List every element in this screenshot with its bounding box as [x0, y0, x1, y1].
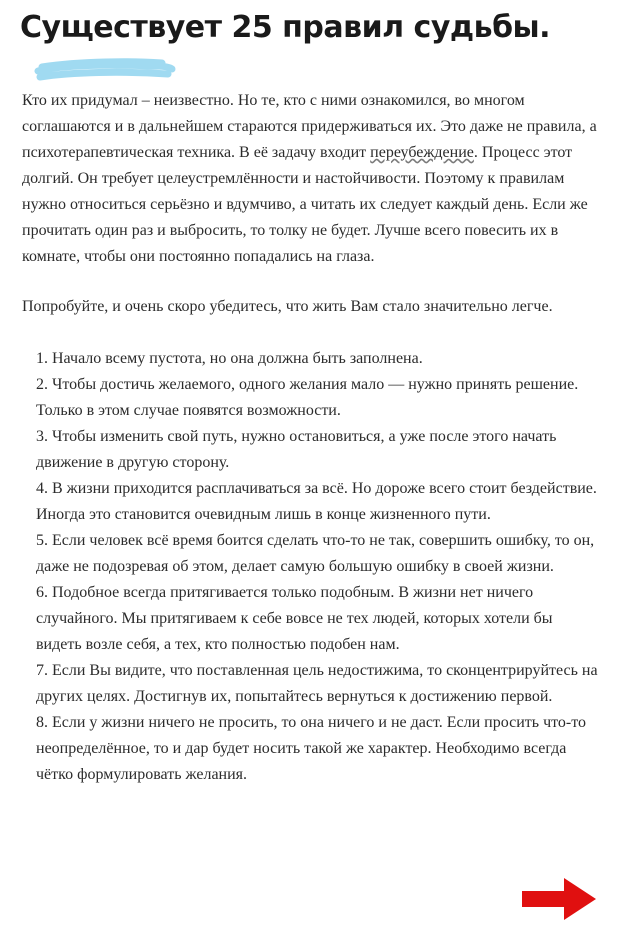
arrow-right-icon[interactable]: [520, 875, 598, 923]
rule-item: 3. Чтобы изменить свой путь, нужно остановиться, а уже после этого начать движение в другую сторону.: [36, 428, 557, 471]
intro-text-end: . Процесс этот долгий. Он требует целеустремлённости и настойчивости. Поэтому к правилам нужно относиться серьёзно и вдумчиво, а читать их следует каждый день. Если же прочитать один раз и выбросить, то толку не будет. Лучше всего повесить их в комнате, чтобы они постоянно попадались на глаза.: [22, 144, 588, 265]
rule-item: 2. Чтобы достичь желаемого, одного желания мало — нужно принять решение. Только в этом случае появятся возможности.: [36, 376, 579, 419]
page-title: Существует 25 правил судьбы.: [20, 10, 551, 45]
rule-item: 7. Если Вы видите, что поставленная цель недостижима, то сконцентрируйтесь на других целях. Достигнув их, попытайтесь вернуться к достижению первой.: [36, 662, 598, 705]
intro-paragraph: [22, 88, 602, 270]
call-to-action: Попробуйте, и очень скоро убедитесь, что жить Вам стало значительно легче.: [22, 298, 553, 315]
rule-item: 5. Если человек всё время боится сделать что-то не так, совершить ошибку, то он, даже не подозревая об этом, делает самую большую ошибку в своей жизни.: [36, 532, 595, 575]
rule-item: 8. Если у жизни ничего не просить, то она ничего и не даст. Если просить что-то неопределённое, то и дар будет носить такой же характер. Необходимо всегда чётко формулировать желания.: [36, 714, 587, 783]
article-body: [22, 88, 602, 788]
intro-text-start: Кто их придумал – неизвестно. Но те, кто с ними ознакомился, во многом соглашаются и в дальнейшем стараются придерживаться их. Это даже не правила, а психотерапевтическая техника. В её задачу входит: [22, 92, 597, 161]
rule-item: 4. В жизни приходится расплачиваться за всё. Но дороже всего стоит бездействие. Иногда это становится очевидным лишь в конце жизненного пути.: [36, 480, 597, 523]
rules-list: [22, 346, 602, 788]
rule-item: 6. Подобное всегда притягивается только подобным. В жизни нет ничего случайного. Мы притягиваем к себе вовсе не тех людей, которых хотели бы видеть возле себя, а тех, кто полностью подобен нам.: [36, 584, 553, 653]
underlined-word: переубеждение: [370, 144, 474, 161]
scribble-mark: [32, 55, 177, 85]
rule-item: 1. Начало всему пустота, но она должна быть заполнена.: [36, 350, 423, 367]
